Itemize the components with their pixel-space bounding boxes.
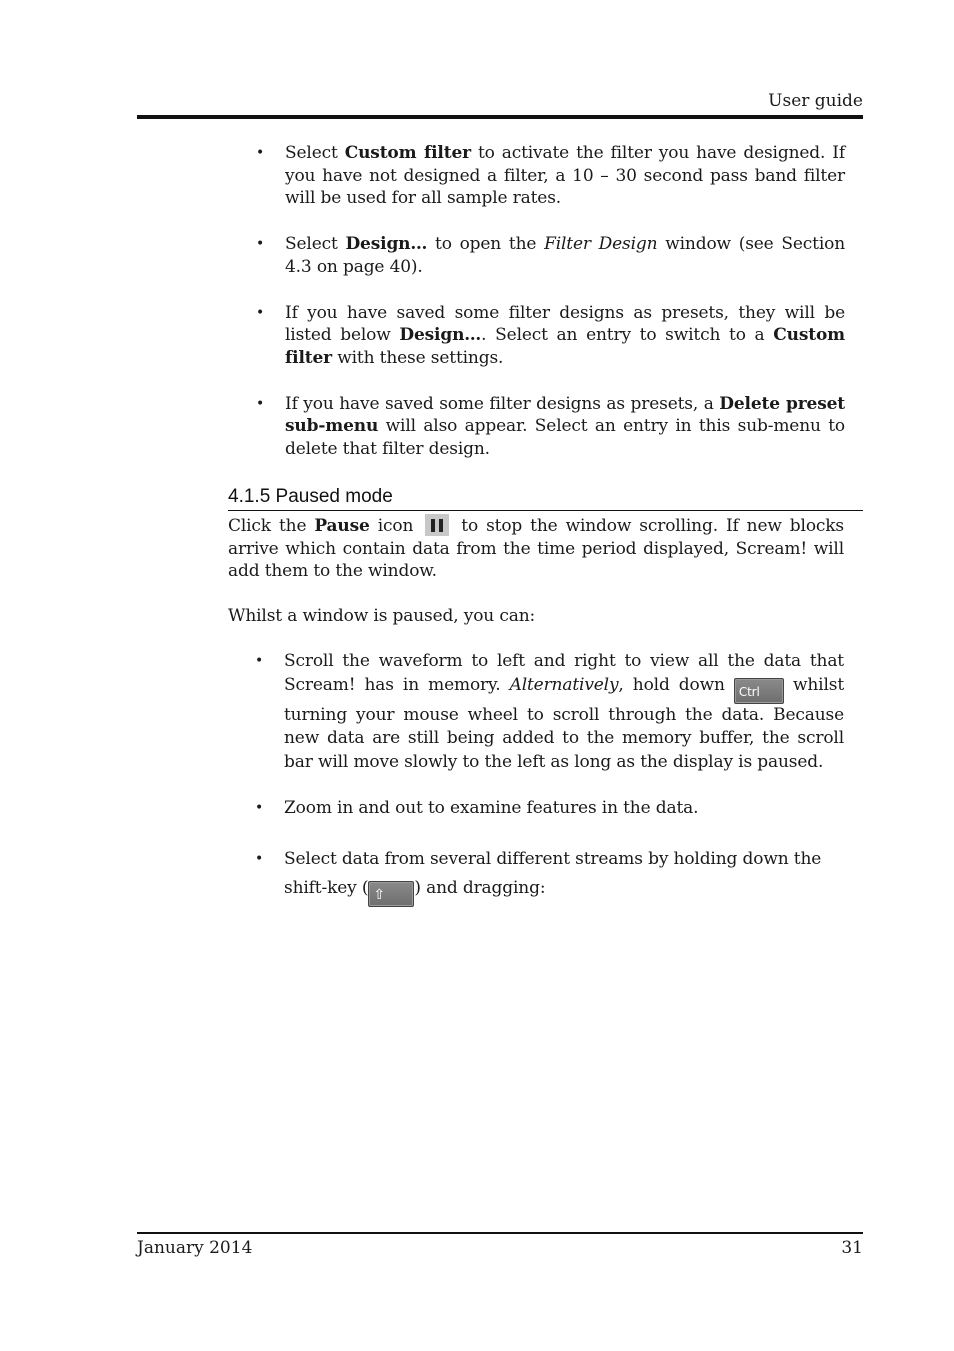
paragraph-pause: Click the Pause icon to stop the window scrolling. If new blocks arrive which contain data from the time period displayed, Scream! will add them to the window. bbox=[228, 516, 844, 582]
footer-rule bbox=[137, 1232, 863, 1234]
header-rule bbox=[137, 115, 863, 119]
bullet-dot: • bbox=[255, 653, 264, 669]
list-item: • If you have saved some filter designs as presets, a Delete preset sub-menu will also appear. Select an entry in this sub-menu to delete that filter design. bbox=[256, 393, 845, 460]
list-item: • Scroll the waveform to left and right to view all the data that Scream! has in memory. Alternatively, hold down Ctrl whilst turning your mouse wheel to scroll through the data. Because new data are still being added to the memory buffer, the scroll bar will move slowly to the left as long as the display is paused. bbox=[255, 651, 844, 772]
bullet-list-paused bbox=[255, 650, 844, 930]
list-item: • Select Design… to open the Filter Design window (see Section 4.3 on page 40). bbox=[256, 234, 846, 277]
bullet-dot: • bbox=[255, 850, 264, 867]
paragraph-whilst-paused: Whilst a window is paused, you can: bbox=[228, 606, 536, 626]
bullet-dot: • bbox=[256, 236, 265, 253]
list-item: • If you have saved some filter designs as presets, they will be listed below Design…. Select an entry to switch to a Custom filter with these settings. bbox=[256, 302, 845, 368]
page-number: 31 bbox=[841, 1238, 863, 1258]
list-item: • Zoom in and out to examine features in the data. bbox=[255, 798, 699, 818]
bullet-dot: • bbox=[256, 304, 265, 321]
list-item: • Select data from several different streams by holding down the shift-key ( ⇧ ) and dragging: bbox=[284, 845, 844, 907]
shift-key-icon: ⇧ bbox=[368, 881, 414, 907]
list-item: • Select Custom filter to activate the filter you have designed. If you have not designed a filter, a 10 – 30 second pass band filter will be used for all sample rates. bbox=[256, 143, 845, 209]
bullet-list-filter bbox=[256, 142, 846, 484]
bullet-dot: • bbox=[255, 800, 264, 816]
ctrl-key-icon: Ctrl bbox=[734, 678, 784, 704]
bullet-dot: • bbox=[256, 145, 265, 161]
footer-date: January 2014 bbox=[137, 1238, 253, 1258]
pause-icon bbox=[425, 514, 449, 536]
bullet-dot: • bbox=[256, 395, 265, 412]
section-heading: 4.1.5 Paused mode bbox=[228, 485, 863, 511]
page-header-title: User guide bbox=[768, 91, 863, 111]
